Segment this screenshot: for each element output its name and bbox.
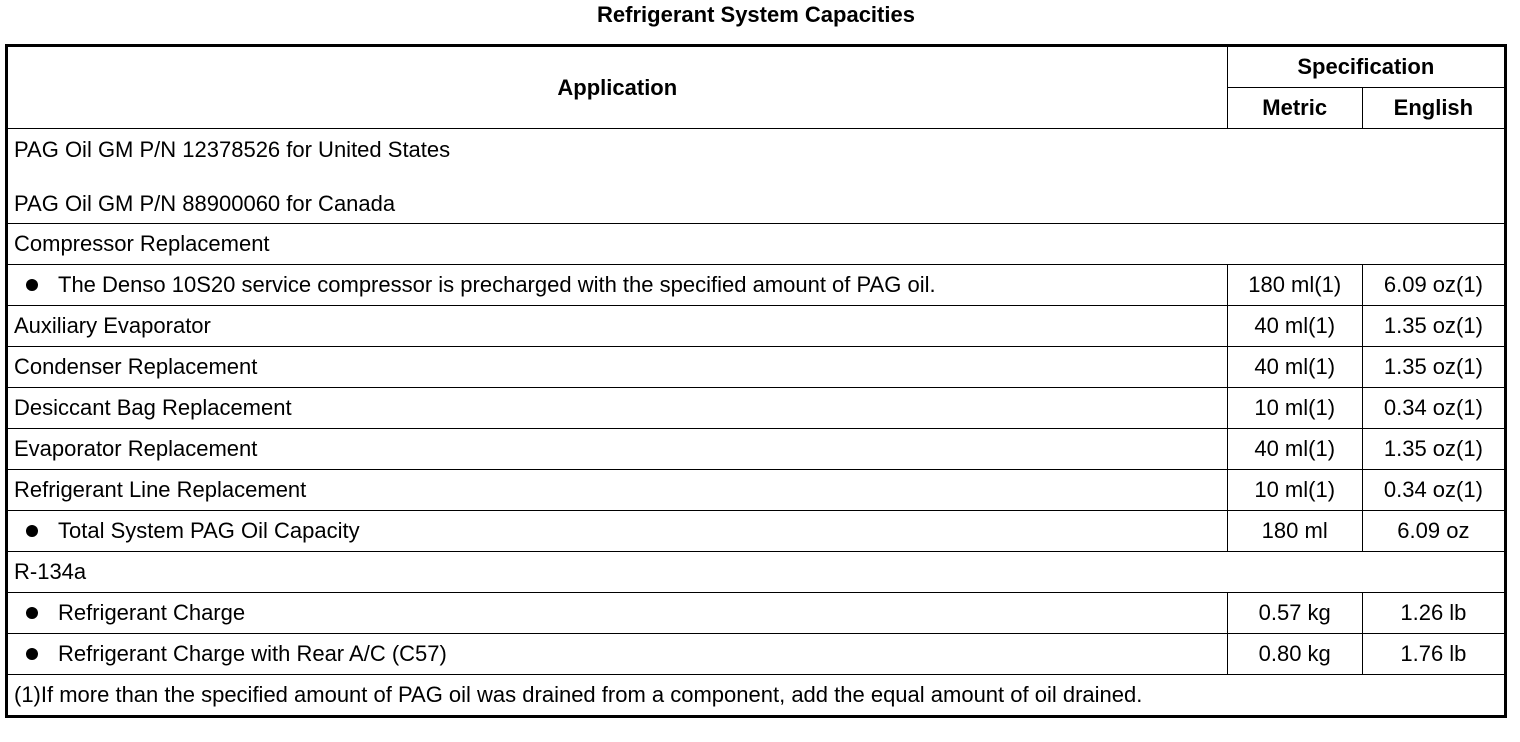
metric-value: 40 ml(1) bbox=[1227, 306, 1362, 347]
metric-value: 180 ml bbox=[1227, 511, 1362, 552]
pag-oil-us: PAG Oil GM P/N 12378526 for United States bbox=[14, 136, 451, 162]
table-row bbox=[7, 306, 1506, 347]
english-header: English bbox=[1362, 88, 1505, 129]
row-label: The Denso 10S20 service compressor is precharged with the specified amount of PAG oil. bbox=[7, 265, 1228, 306]
english-value: 6.09 oz bbox=[1362, 511, 1505, 552]
english-value: 1.35 oz(1) bbox=[1362, 306, 1505, 347]
page-title: Refrigerant System Capacities bbox=[597, 2, 915, 27]
pag-oil-note bbox=[7, 129, 1506, 224]
english-value: 1.26 lb bbox=[1362, 593, 1505, 634]
row-label: Refrigerant Line Replacement bbox=[7, 470, 1228, 511]
english-value: 0.34 oz(1) bbox=[1362, 388, 1505, 429]
section-label: Compressor Replacement bbox=[7, 224, 1506, 265]
table-row bbox=[7, 347, 1506, 388]
row-label: Desiccant Bag Replacement bbox=[7, 388, 1228, 429]
english-value: 0.34 oz(1) bbox=[1362, 470, 1505, 511]
section-label: R-134a bbox=[7, 552, 1506, 593]
metric-value: 0.80 kg bbox=[1227, 634, 1362, 675]
metric-value: 0.57 kg bbox=[1227, 593, 1362, 634]
table-row bbox=[7, 470, 1506, 511]
metric-header: Metric bbox=[1227, 88, 1362, 129]
bullet-icon bbox=[26, 279, 38, 291]
row-label: Evaporator Replacement bbox=[7, 429, 1228, 470]
english-value: 6.09 oz(1) bbox=[1362, 265, 1505, 306]
pag-oil-canada: PAG Oil GM P/N 88900060 for Canada bbox=[14, 190, 396, 216]
row-label: Auxiliary Evaporator bbox=[7, 306, 1228, 347]
table-row bbox=[7, 388, 1506, 429]
table-row bbox=[7, 593, 1506, 634]
row-label: Total System PAG Oil Capacity bbox=[7, 511, 1228, 552]
row-label: Refrigerant Charge bbox=[7, 593, 1228, 634]
bullet-icon bbox=[26, 607, 38, 619]
specification-header: Specification bbox=[1227, 46, 1505, 88]
row-label: Condenser Replacement bbox=[7, 347, 1228, 388]
metric-value: 40 ml(1) bbox=[1227, 429, 1362, 470]
metric-value: 180 ml(1) bbox=[1227, 265, 1362, 306]
metric-value: 40 ml(1) bbox=[1227, 347, 1362, 388]
bullet-icon bbox=[26, 648, 38, 660]
english-value: 1.35 oz(1) bbox=[1362, 429, 1505, 470]
bullet-icon bbox=[26, 525, 38, 537]
metric-value: 10 ml(1) bbox=[1227, 470, 1362, 511]
table-row bbox=[7, 552, 1506, 593]
application-header: Application bbox=[7, 46, 1228, 129]
footnote: (1)If more than the specified amount of PAG oil was drained from a component, add the equal amount of oil drained. bbox=[7, 675, 1506, 717]
english-value: 1.35 oz(1) bbox=[1362, 347, 1505, 388]
row-label: Refrigerant Charge with Rear A/C (C57) bbox=[7, 634, 1228, 675]
english-value: 1.76 lb bbox=[1362, 634, 1505, 675]
table-row bbox=[7, 511, 1506, 552]
table-row bbox=[7, 429, 1506, 470]
table-row bbox=[7, 265, 1506, 306]
table-row bbox=[7, 224, 1506, 265]
capacities-table bbox=[5, 44, 1507, 718]
table-row bbox=[7, 634, 1506, 675]
table-row bbox=[7, 675, 1506, 717]
metric-value: 10 ml(1) bbox=[1227, 388, 1362, 429]
